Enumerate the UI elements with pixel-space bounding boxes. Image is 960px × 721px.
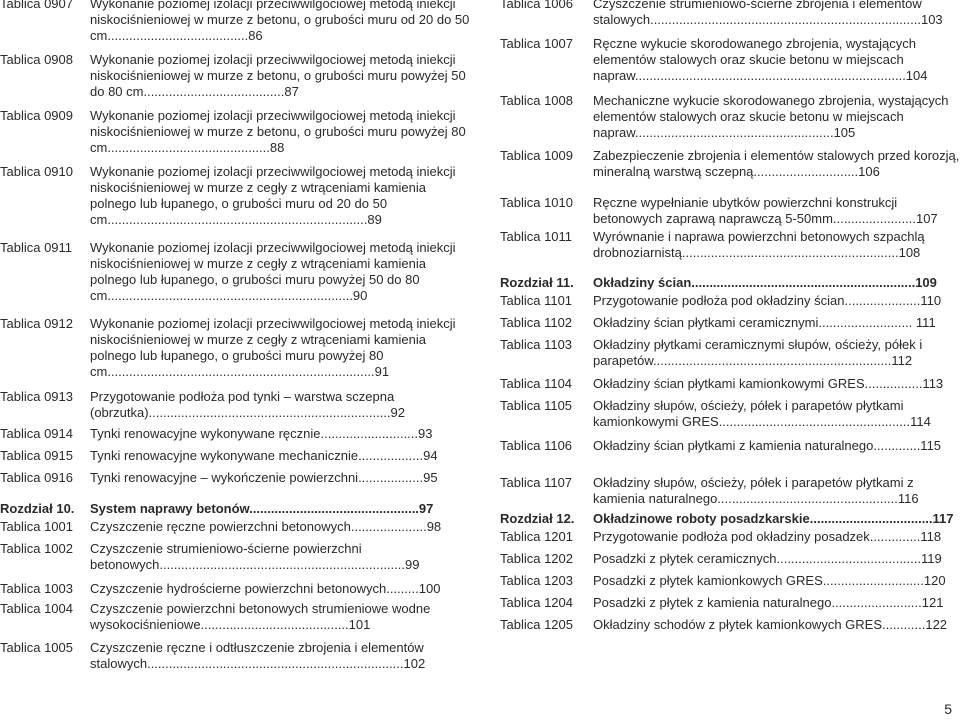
toc-entry-label: Tablica 1201	[500, 529, 573, 544]
toc-entry-title: Okładziny słupów, ościeży, półek i parapetów płytkami z kamienia naturalnego..................................................116	[593, 475, 919, 506]
toc-entry	[0, 52, 470, 100]
toc-entry	[0, 426, 470, 442]
toc-entry	[500, 93, 960, 141]
toc-entry-title: Czyszczenie ręczne i odtłuszczenie zbrojenia i elementów stalowych.......................................................................102	[90, 640, 426, 671]
toc-entry	[500, 573, 960, 589]
toc-chapter-entry	[0, 501, 470, 517]
toc-entry	[0, 448, 470, 464]
toc-entry-label: Tablica 1001	[0, 519, 73, 534]
toc-entry	[500, 617, 960, 633]
toc-entry	[500, 551, 960, 567]
toc-entry-label: Tablica 1009	[500, 148, 573, 163]
toc-entry-label: Tablica 1002	[0, 541, 73, 556]
toc-entry-label: Tablica 0908	[0, 52, 73, 67]
toc-entry-title: Okładziny ścian płytkami z kamienia naturalnego.............115	[593, 438, 942, 453]
toc-entry-label: Rozdział 11.	[500, 275, 574, 290]
toc-chapter-entry	[500, 511, 960, 527]
toc-entry-title: Czyszczenie powierzchni betonowych strumieniowe wodne wysokociśnieniowe.........................................101	[90, 601, 431, 632]
toc-entry	[500, 438, 960, 454]
toc-entry-title: Zabezpieczenie zbrojenia i elementów stalowych przed korozją, mineralną warstwą sczepną.............................106	[593, 148, 960, 179]
toc-entry-title: Okładziny ścian płytkami ceramicznymi.......................... 111	[593, 315, 936, 330]
toc-entry	[0, 240, 470, 304]
toc-entry-title: Ręczne wypełnianie ubytków powierzchni konstrukcji betonowych zaprawą naprawczą 5-50mm.......................107	[593, 195, 938, 226]
toc-entry	[0, 470, 470, 486]
toc-entry-title: Przygotowanie podłoża pod okładziny posadzek..............118	[593, 529, 942, 544]
toc-entry-label: Tablica 1205	[500, 617, 573, 632]
toc-entry-label: Tablica 1011	[500, 229, 573, 244]
toc-entry-label: Tablica 1106	[500, 438, 573, 453]
toc-entry-title: Przygotowanie podłoża pod tynki – warstwa sczepna (obrzutka)...................................................................92	[90, 389, 405, 420]
toc-entry-title: Wykonanie poziomej izolacji przeciwwilgociowej metodą iniekcji niskociśnieniowej w murze z cegły z wtrąceniami kamienia polnego lub łupanego, o grubości muru od 20 do 50 cm........................................................................89	[90, 164, 456, 227]
toc-entry	[0, 0, 470, 44]
toc-entry	[500, 293, 960, 309]
toc-entry	[0, 541, 470, 573]
toc-entry-label: Tablica 0910	[0, 164, 73, 179]
toc-entry-label: Tablica 1105	[500, 398, 573, 413]
page-number: 5	[944, 701, 952, 717]
toc-entry-title: Tynki renowacyjne wykonywane mechanicznie..................94	[90, 448, 438, 463]
toc-entry	[0, 389, 470, 421]
toc-entry	[0, 316, 470, 380]
toc-entry-title: Czyszczenie hydrościerne powierzchni betonowych.........100	[90, 581, 441, 596]
toc-entry	[0, 581, 470, 597]
toc-entry-label: Tablica 0909	[0, 108, 73, 123]
toc-entry-title: Czyszczenie strumieniowo-ścierne zbrojenia i elementów stalowych...........................................................................103	[593, 0, 943, 27]
toc-chapter-entry	[500, 275, 960, 291]
toc-entry-label: Tablica 1204	[500, 595, 573, 610]
toc-entry-title: Mechaniczne wykucie skorodowanego zbrojenia, wystających elementów stalowych oraz skucie betonu w miejscach napraw.......................................................105	[593, 93, 949, 140]
toc-entry-label: Tablica 0915	[0, 448, 73, 463]
toc-entry-title: System naprawy betonów...............................................97	[90, 501, 434, 516]
toc-entry	[0, 640, 470, 672]
toc-entry-title: Ręczne wykucie skorodowanego zbrojenia, wystających elementów stalowych oraz skucie betonu w miejscach napraw...........................................................................104	[593, 36, 928, 83]
toc-entry-label: Tablica 1107	[500, 475, 573, 490]
toc-entry	[500, 398, 960, 430]
toc-entry	[500, 376, 960, 392]
toc-entry-label: Tablica 1203	[500, 573, 573, 588]
toc-entry	[500, 337, 960, 369]
toc-entry-label: Rozdział 10.	[0, 501, 75, 516]
toc-entry-label: Tablica 1004	[0, 601, 73, 616]
toc-entry-title: Wykonanie poziomej izolacji przeciwwilgociowej metodą iniekcji niskociśnieniowej w murze z cegły z wtrąceniami kamienia polnego lub łupanego, o grubości muru powyżej 50 do 80 cm....................................................................90	[90, 240, 456, 303]
toc-entry-label: Tablica 1104	[500, 376, 573, 391]
toc-entry	[0, 164, 470, 228]
toc-entry	[500, 229, 960, 261]
toc-entry	[500, 315, 960, 331]
toc-entry-label: Tablica 1010	[500, 195, 573, 210]
toc-entry-title: Tynki renowacyjne wykonywane ręcznie...........................93	[90, 426, 433, 441]
toc-entry-label: Tablica 0914	[0, 426, 73, 441]
toc-entry-label: Tablica 0913	[0, 389, 73, 404]
toc-entry-title: Wykonanie poziomej izolacji przeciwwilgociowej metodą iniekcji niskociśnieniowej w murze z cegły z wtrąceniami kamienia polnego lub łupanego, o grubości muru powyżej 80 cm..........................................................................91	[90, 316, 456, 379]
toc-entry-title: Tynki renowacyjne – wykończenie powierzchni..................95	[90, 470, 438, 485]
toc-entry-label: Tablica 1103	[500, 337, 573, 352]
toc-entry-label: Tablica 1003	[0, 581, 73, 596]
toc-entry-label: Tablica 1202	[500, 551, 573, 566]
toc-entry-label: Tablica 1005	[0, 640, 73, 655]
toc-entry-title: Posadzki z płytek z kamienia naturalnego.........................121	[593, 595, 944, 610]
toc-entry-title: Wyrównanie i naprawa powierzchni betonowych szpachlą drobnoziarnistą............................................................108	[593, 229, 925, 260]
toc-entry	[0, 601, 470, 633]
toc-entry	[500, 195, 960, 227]
toc-entry-title: Posadzki z płytek kamionkowych GRES............................120	[593, 573, 946, 588]
toc-entry-title: Okładziny słupów, ościeży, półek i parapetów płytkami kamionkowymi GRES.....................................................114	[593, 398, 931, 429]
toc-entry-label: Tablica 0912	[0, 316, 73, 331]
toc-entry	[500, 0, 960, 28]
toc-entry-title: Czyszczenie strumieniowo-ścierne powierzchni betonowych....................................................................99	[90, 541, 420, 572]
toc-entry	[0, 519, 470, 535]
toc-entry-title: Okładzinowe roboty posadzkarskie..................................117	[593, 511, 954, 526]
toc-entry-label: Tablica 1101	[500, 293, 573, 308]
toc-entry	[500, 595, 960, 611]
toc-entry-label: Tablica 0907	[0, 0, 73, 11]
toc-entry-title: Czyszczenie ręczne powierzchni betonowych.....................98	[90, 519, 442, 534]
toc-entry-title: Posadzki z płytek ceramicznych........................................119	[593, 551, 942, 566]
toc-entry	[0, 108, 470, 156]
toc-entry-label: Tablica 0911	[0, 240, 73, 255]
toc-entry-title: Wykonanie poziomej izolacji przeciwwilgociowej metodą iniekcji niskociśnieniowej w murze z betonu, o grubości muru od 20 do 50 cm.......................................86	[90, 0, 470, 43]
toc-entry-label: Tablica 1102	[500, 315, 573, 330]
toc-entry-title: Przygotowanie podłoża pod okładziny ścian.....................110	[593, 293, 942, 308]
toc-entry-title: Okładziny ścian..............................................................109	[593, 275, 937, 290]
toc-entry	[500, 36, 960, 84]
toc-entry-title: Wykonanie poziomej izolacji przeciwwilgociowej metodą iniekcji niskociśnieniowej w murze z betonu, o grubości muru powyżej 50 do 80 cm.......................................87	[90, 52, 466, 99]
toc-entry-label: Tablica 1007	[500, 36, 573, 51]
toc-entry	[500, 529, 960, 545]
toc-entry-label: Tablica 1006	[500, 0, 573, 11]
toc-entry	[500, 475, 960, 507]
toc-entry-title: Wykonanie poziomej izolacji przeciwwilgociowej metodą iniekcji niskociśnieniowej w murze z betonu, o grubości muru powyżej 80 cm.............................................88	[90, 108, 466, 155]
toc-entry-label: Tablica 0916	[0, 470, 73, 485]
toc-entry-title: Okładziny schodów z płytek kamionkowych GRES............122	[593, 617, 948, 632]
toc-entry-title: Okładziny płytkami ceramicznymi słupów, ościeży, półek i parapetów..................................................................112	[593, 337, 923, 368]
toc-entry	[500, 148, 960, 180]
toc-entry-title: Okładziny ścian płytkami kamionkowymi GRES................113	[593, 376, 944, 391]
toc-entry-label: Tablica 1008	[500, 93, 573, 108]
toc-entry-label: Rozdział 12.	[500, 511, 575, 526]
